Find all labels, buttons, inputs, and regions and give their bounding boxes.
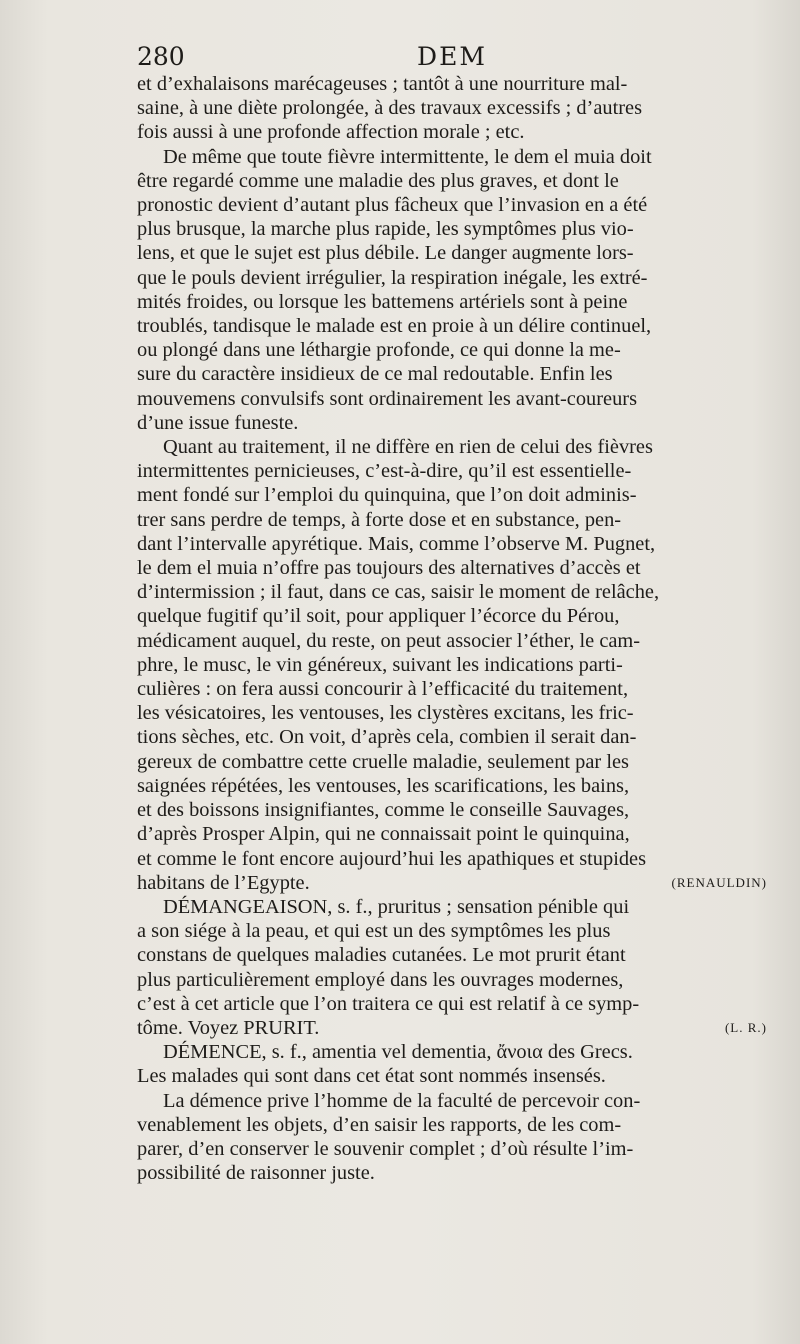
text-line: le dem el muia n’offre pas toujours des alternatives d’accès et — [137, 557, 641, 580]
text-line: venablement les objets, d’en saisir les rapports, de les com- — [137, 1113, 622, 1136]
text-line: gereux de combattre cette cruelle maladie, seulement par les — [137, 750, 629, 773]
text-line: mités froides, ou lorsque les battemens artériels sont à peine — [137, 290, 628, 313]
page-number: 280 — [137, 42, 185, 71]
text-line: culières : on fera aussi concourir à l’efficacité du traitement, — [137, 678, 629, 701]
text-line: et comme le font encore aujourd’hui les apathiques et stupides — [137, 847, 647, 870]
text-line: intermittentes pernicieuses, c’est-à-dire, qu’il est essentielle- — [137, 460, 632, 483]
page-body — [137, 72, 767, 1185]
text-line: plus particulièrement employé dans les ouvrages modernes, — [137, 968, 624, 991]
text-line: médicament auquel, du reste, on peut associer l’éther, le cam- — [137, 629, 641, 652]
text-line: et d’exhalaisons marécageuses ; tantôt à une nourriture mal- — [137, 73, 628, 95]
text-line: lens, et que le sujet est plus débile. Le danger augmente lors- — [137, 242, 634, 265]
text-line: saignées répétées, les ventouses, les scarifications, les bains, — [137, 774, 630, 797]
text-line: Les malades qui sont dans cet état sont nommés insensés. — [137, 1065, 606, 1088]
text-line: possibilité de raisonner juste. — [137, 1162, 375, 1185]
text-line: Quant au traitement, il ne diffère en rien de celui des fièvres — [163, 436, 653, 459]
text-line: trer sans perdre de temps, à forte dose et en substance, pen- — [137, 508, 622, 531]
text-line: a son siége à la peau, et qui est un des symptômes les plus — [137, 920, 611, 943]
text-line: ou plongé dans une léthargie profonde, ce qui donne la me- — [137, 339, 621, 362]
text-line: c’est à cet article que l’on traitera ce qui est relatif à ce symp- — [137, 992, 640, 1015]
text-line: ment fondé sur l’emploi du quinquina, que l’on doit adminis- — [137, 484, 637, 507]
text-line: De même que toute fièvre intermittente, le dem el muia doit — [163, 145, 652, 168]
text-line: que le pouls devient irrégulier, la respiration inégale, les extré- — [137, 266, 648, 289]
text-line: tôme. Voyez PRURIT. — [137, 1016, 320, 1039]
running-head: DEM — [417, 42, 487, 71]
text-line: dant l’intervalle apyrétique. Mais, comme l’observe M. Pugnet, — [137, 532, 656, 555]
text-line: phre, le musc, le vin généreux, suivant les indications parti- — [137, 653, 623, 676]
text-line: les vésicatoires, les ventouses, les clystères excitans, les fric- — [137, 702, 634, 725]
text-line-with-attribution — [137, 871, 767, 895]
page-header — [137, 42, 767, 72]
text-line: saine, à une diète prolongée, à des travaux excessifs ; d’autres — [137, 97, 643, 120]
text-line: fois aussi à une profonde affection morale ; etc. — [137, 121, 525, 144]
text-line: et des boissons insignifiantes, comme le conseille Sauvages, — [137, 799, 630, 822]
text-line: troublés, tandisque le malade est en proie à un délire continuel, — [137, 315, 652, 338]
text-line: d’une issue funeste. — [137, 411, 299, 434]
text-line: quelque fugitif qu’il soit, pour appliquer l’écorce du Pérou, — [137, 605, 620, 628]
text-line: La démence prive l’homme de la faculté de percevoir con- — [163, 1089, 641, 1112]
text-line: pronostic devient d’autant plus fâcheux que l’invasion en a été — [137, 194, 648, 217]
text-line-with-attribution — [137, 1016, 767, 1040]
text-line: être regardé comme une maladie des plus graves, et dont le — [137, 169, 619, 192]
text-line: habitans de l’Egypte. — [137, 871, 310, 894]
text-line: sure du caractère insidieux de ce mal redoutable. Enfin les — [137, 363, 613, 386]
author-attribution: (RENAULDIN) — [671, 874, 767, 890]
text-line: mouvemens convulsifs sont ordinairement les avant-coureurs — [137, 387, 638, 410]
text-line: parer, d’en conserver le souvenir complet ; d’où résulte l’im- — [137, 1137, 634, 1160]
text-line: plus brusque, la marche plus rapide, les symptômes plus vio- — [137, 218, 634, 241]
text-line: tions sèches, etc. On voit, d’après cela, combien il serait dan- — [137, 726, 637, 749]
author-attribution: (L. R.) — [724, 1019, 767, 1035]
text-line: d’après Prosper Alpin, qui ne connaissait point le quinquina, — [137, 823, 630, 846]
entry-heading-line: DÉMENCE, s. f., amentia vel dementia, ἄνοια des Grecs. — [163, 1041, 633, 1064]
entry-heading-line: DÉMANGEAISON, s. f., pruritus ; sensation pénible qui — [163, 895, 630, 918]
text-line: constans de quelques maladies cutanées. Le mot prurit étant — [137, 944, 626, 967]
text-line: d’intermission ; il faut, dans ce cas, saisir le moment de relâche, — [137, 581, 660, 604]
